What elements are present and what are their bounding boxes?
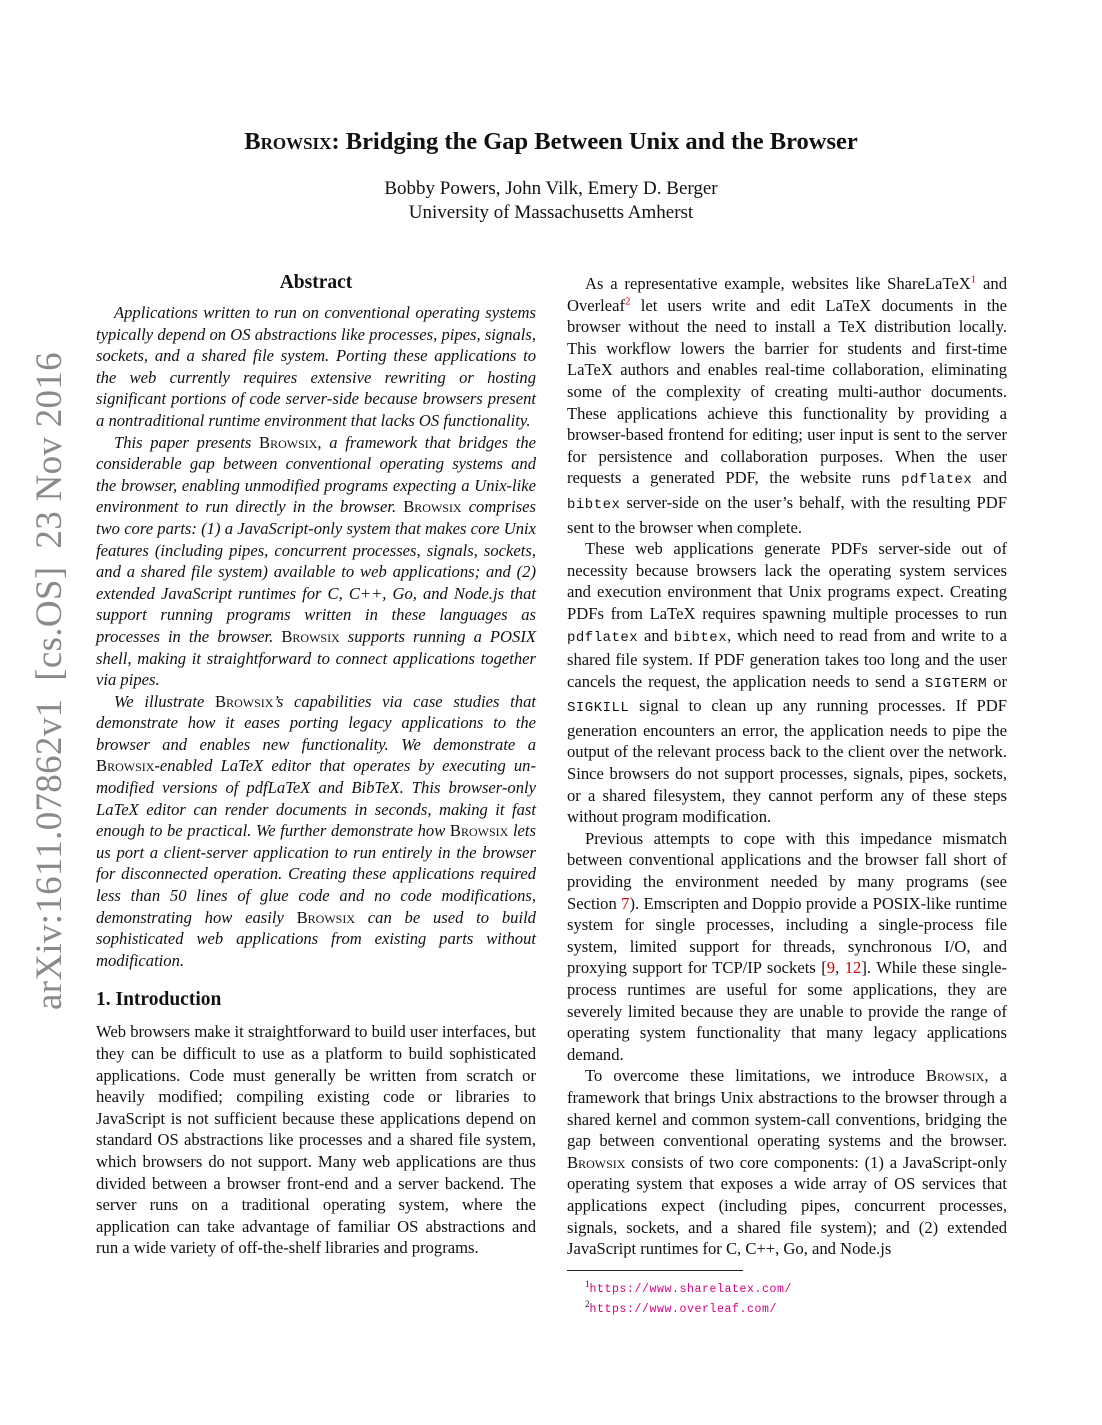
brand-name: Browsix	[296, 907, 355, 927]
brand-name: Browsix	[259, 432, 318, 452]
text-run: To overcome these limitations, we introduce	[585, 1066, 926, 1086]
arxiv-identifier-stamp	[28, 352, 71, 1010]
text-run: We illustrate	[114, 691, 216, 711]
code-bibtex: bibtex	[567, 496, 621, 513]
intro-paragraph-3	[567, 538, 1007, 828]
brand-name: Browsix	[281, 626, 340, 646]
text-run: This paper presents	[114, 432, 260, 452]
code-bibtex: bibtex	[673, 629, 728, 646]
footnote-url-link[interactable]: https://www.sharelatex.com/	[589, 1282, 793, 1296]
text-run: can be used to build sophisticated web applications from existing parts without modification.	[96, 907, 536, 970]
intro-paragraph-4	[567, 828, 1007, 1066]
abstract-paragraph-3	[96, 691, 536, 972]
text-run: As a representative example, websites like ShareLaTeX	[585, 274, 971, 293]
brand-name: Browsix	[449, 821, 509, 841]
paper-title	[0, 128, 1102, 156]
intro-paragraph-5	[567, 1065, 1007, 1259]
text-run: ,	[835, 958, 845, 978]
brand-name: Browsix	[567, 1152, 626, 1172]
text-run: let users write and edit LaTeX documents in the browser without the need to install a TeX distribution locally. This workflow lowers the barrier for students and first-time LaTeX authors and enables real-time collaboration, eliminating some of the complexity of creating multi-author documents. These applications achieve this functionality by providing a browser-based frontend for editing; user input is sent to the server for persistence and collaboration purposes. When the user requests a generated PDF, the website runs	[567, 295, 1007, 488]
text-run: and	[638, 625, 674, 645]
text-run: server-side on the user’s behalf, with the resulting PDF sent to the browser when complete.	[567, 492, 1007, 537]
section-heading-introduction: 1. Introduction	[96, 989, 222, 1011]
footnote-2	[567, 1297, 1007, 1317]
text-run: and Overleaf	[567, 274, 1008, 315]
code-pdflatex: pdflatex	[567, 629, 639, 646]
code-sigkill: SIGKILL	[567, 700, 630, 717]
author-block	[0, 177, 1102, 225]
abstract-heading: Abstract	[279, 272, 353, 293]
text-run: consists of two core components: (1) a JavaScript-only operating system that exposes a wide array of OS services that applications expect (including pipes, concurrent processes, signals, sockets, and a shared file system); and (2) extended JavaScript runtimes for C, C++, Go, and Node.js	[567, 1152, 1007, 1259]
text-run: Previous attempts to cope with this impedance mismatch between conventional applications and the browser fall short of providing the environment needed by many programs (see Section	[567, 828, 1007, 913]
text-run: , a framework that brings Unix abstractions to the browser through a shared kernel and common system-call conventions, bridging the gap between conventional operating systems and the browser.	[567, 1066, 1007, 1151]
arxiv-category: [cs.OS]	[29, 566, 70, 681]
text-run: -enabled LaTeX editor that operates by executing unmodified versions of pdfLaTeX and BibTeX. This browser-only LaTeX editor can render documents in seconds, making it fast enough to be practical. We further demonstrate how	[96, 756, 536, 841]
left-column	[96, 270, 536, 1259]
brand-name: Browsix	[925, 1066, 985, 1086]
abstract-paragraph-2	[96, 432, 536, 691]
citation-link-12[interactable]: 12	[844, 958, 862, 978]
affiliation: University of Massachusetts Amherst	[408, 202, 694, 223]
text-run: ’s capabilities via case studies that demonstrate how it eases porting legacy applications to the browser and enables new functionality. We demonstrate a	[96, 691, 536, 754]
text-run: or	[987, 671, 1007, 691]
introduction-section	[96, 987, 536, 1259]
text-run: lets us port a client-server application to run entirely in the browser for disconnected operation. Creating these applications required less than 50 lines of glue code and no code modifications, demonstrating how easily	[96, 821, 536, 927]
right-column	[567, 273, 1007, 1316]
abstract-section	[96, 270, 536, 971]
authors: Bobby Powers, John Vilk, Emery D. Berger	[384, 178, 718, 199]
arxiv-id: arXiv:1611.07862v1	[29, 698, 70, 1010]
text-run: comprises two core parts: (1) a JavaScript-only system that makes core Unix features (including pipes, concurrent processes, signals, sockets, and a shared file system) available to web applications; and (2) extended JavaScript runtimes for C, C++, Go, and Node.js that support running programs written in these languages as processes in the browser.	[96, 497, 536, 646]
text-run: These web applications generate PDFs server-side out of necessity because browsers lack the operating system services and execution environment that Unix programs expect. Creating PDFs from LaTeX requires spawning multiple processes to run	[567, 539, 1007, 623]
brand-name: Browsix	[403, 497, 462, 517]
footnote-1	[567, 1277, 1007, 1297]
text-run: ]. While these single-process runtimes are useful for some applications, they are severely limited because they are unable to provide the range of operating system functionality that many legacy applications demand.	[567, 958, 1008, 1064]
brand-name: Browsix	[96, 756, 155, 776]
footnote-marker-1[interactable]: 1	[970, 273, 977, 286]
code-sigterm: SIGTERM	[924, 675, 988, 692]
footnote-url-link[interactable]: https://www.overleaf.com/	[589, 1302, 778, 1316]
abstract-paragraph-1: Applications written to run on conventional operating systems typically depend on OS abstractions like processes, pipes, signals, sockets, and a shared file system. Porting these applications to the web currently requires extensive rewriting or hosting significant portions of code server-side because browsers present a nontraditional runtime environment that lacks OS functionality.	[96, 303, 536, 430]
section-ref-link[interactable]: 7	[621, 893, 630, 913]
text-run: supports running a POSIX shell, making it straightforward to connect applications together via pipes.	[96, 626, 536, 690]
footnote-number: 2	[585, 1298, 590, 1309]
footnote-divider	[567, 1270, 743, 1271]
introduction-paragraph-1: Web browsers make it straightforward to build user interfaces, but they can be difficult to use as a platform to build sophisticated applications. Code must generally be written from scratch or heavily modified; compiling existing code or libraries to JavaScript is not sufficient because these applications depend on standard OS abstractions like processes and a shared file system, which browsers do not support. Many web applications are thus divided between a browser front-end and a server backend. The server runs on a traditional operating system, where the application can take advantage of familiar OS abstractions and run a wide variety of off-the-shelf libraries and programs.	[96, 1022, 536, 1258]
text-run: signal to clean up any running processes. If PDF generation encounters an error, the application needs to pipe the output of the relevant process back to the client over the network. Since browsers do not support processes, signals, pipes, sockets, or a shared filesystem, they cannot perform any of these steps without program modification.	[567, 696, 1007, 827]
text-run: , which need to read from and write to a shared file system. If PDF generation takes too long and the user cancels the request, the application needs to send a	[567, 625, 1007, 691]
brand-name: Browsix	[215, 691, 274, 711]
text-run: and	[972, 468, 1007, 488]
code-pdflatex: pdflatex	[901, 472, 973, 489]
intro-paragraph-2	[567, 273, 1007, 538]
title-brand: Browsix	[244, 128, 332, 155]
title-text: : Bridging the Gap Between Unix and the Browser	[331, 128, 858, 155]
arxiv-date: 23 Nov 2016	[29, 352, 70, 549]
text-run: , a framework that bridges the considerable gap between conventional operating systems and the browser, enabling unmodified programs expecting a Unix-like environment to run directly in the browser.	[96, 432, 536, 517]
text-run: ). Emscripten and Doppio provide a POSIX-like runtime system for single processes, including a single-process file system, limited support for threads, synchronous I/O, and proxying support for TCP/IP sockets [	[567, 893, 1007, 978]
citation-link-9[interactable]: 9	[826, 958, 836, 978]
footnote-number: 1	[585, 1278, 590, 1289]
footnote-marker-2[interactable]: 2	[625, 295, 631, 308]
